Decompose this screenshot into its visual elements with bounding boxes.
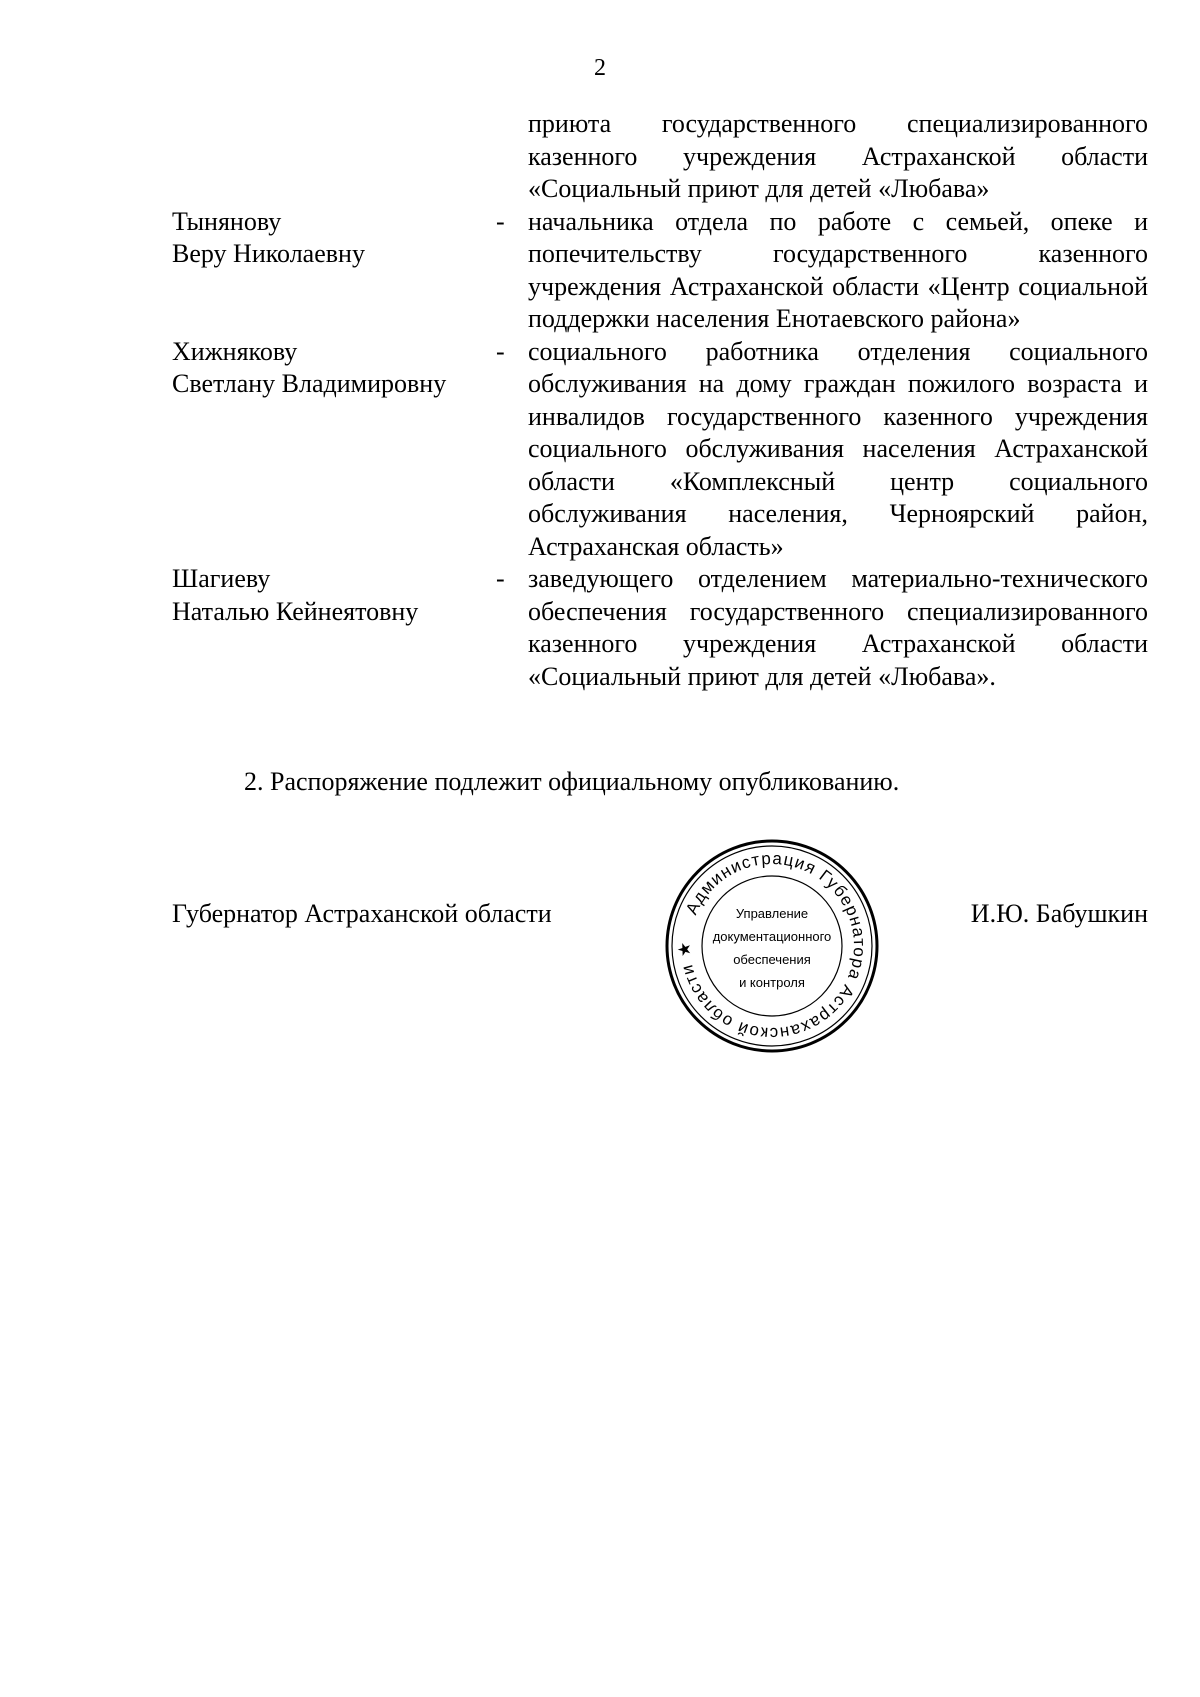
clause-2: 2. Распоряжение подлежит официальному опубликованию. xyxy=(244,767,900,796)
stamp-center-line: обеспечения xyxy=(733,952,811,967)
entry-description: начальника отдела по работе с семьей, опеке и попечительству государственного казенного учреждения Астраханской области «Центр социальной поддержки населения Енотаевского района» xyxy=(528,206,1148,333)
page-number: 2 xyxy=(594,55,606,81)
list-item xyxy=(172,563,1148,693)
entry-dash: - xyxy=(496,206,505,236)
signatory-position: Губернатор Астраханской области xyxy=(172,899,552,928)
stamp-ring-text: Администрация Губернатора Астраханской области ★ xyxy=(674,848,870,1044)
stamp-graphic xyxy=(664,838,880,1054)
entry-description: заведующего отделением материально-технического обеспечения государственного специализированного казенного учреждения Астраханской области «Социальный приют для детей «Любава». xyxy=(528,564,1148,691)
list-item xyxy=(172,336,1148,564)
entry-description: приюта государственного специализированного казенного учреждения Астраханской области «Социальный приют для детей «Любава» xyxy=(528,109,1148,203)
signatory-name: И.Ю. Бабушкин xyxy=(970,899,1148,928)
entry-person-name: Шагиеву Наталью Кейнеятовну xyxy=(172,564,419,626)
stamp-center-line: документационного xyxy=(712,929,832,944)
list-item xyxy=(172,108,1148,206)
appointee-list xyxy=(172,108,1148,693)
stamp-center-line: Управление xyxy=(735,906,809,921)
entry-dash: - xyxy=(496,336,505,366)
entry-person-name: Хижнякову Светлану Владимировну xyxy=(172,336,447,398)
stamp-center-line: и контроля xyxy=(739,975,805,990)
entry-dash: - xyxy=(496,564,505,593)
list-item xyxy=(172,206,1148,336)
entry-person-name: Тынянову Веру Николаевну xyxy=(172,206,365,268)
official-stamp xyxy=(664,838,880,1054)
entry-description: социального работника отделения социального обслуживания на дому граждан пожилого возраста и инвалидов государственного казенного учреждения социального обслуживания населения Астраханской области «Комплексный центр социального обслуживания населения, Черноярский район, Астраханская область» xyxy=(528,336,1148,561)
